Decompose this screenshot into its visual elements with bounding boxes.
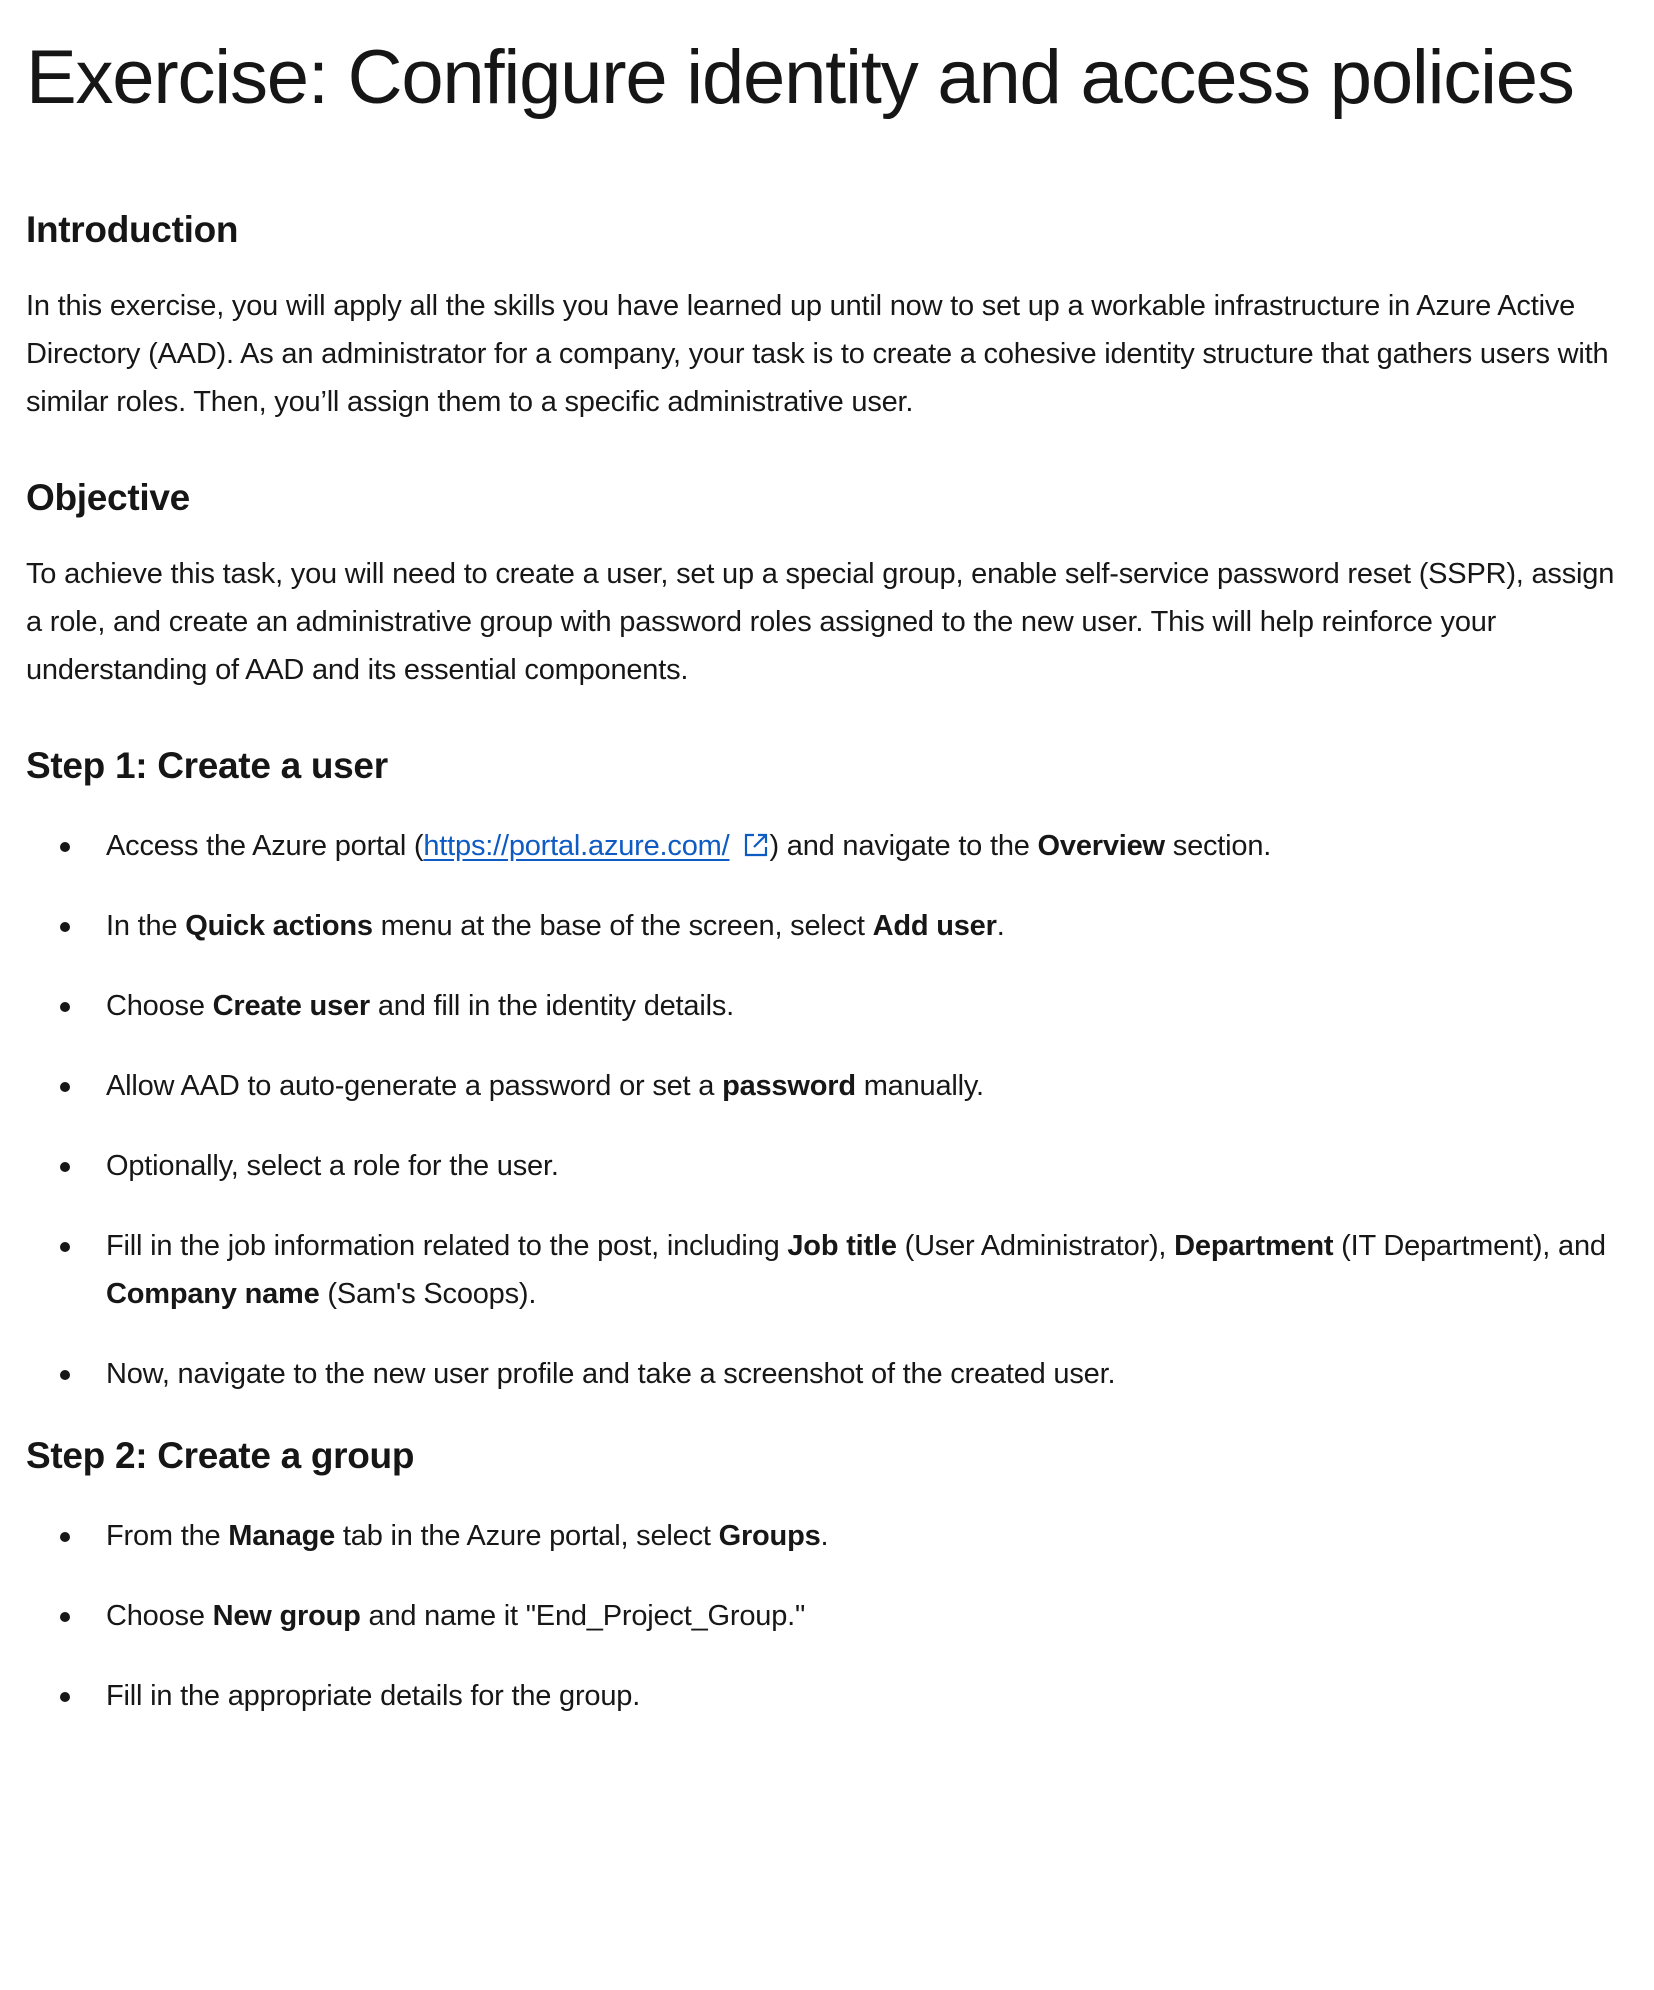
- bullet-icon: [60, 1692, 70, 1702]
- step1-heading: Step 1: Create a user: [26, 745, 388, 786]
- objective-text: To achieve this task, you will need to create a user, set up a special group, enable self-service password reset (SSPR), assign a role, and create an administrative group with password roles assigned to the new user. This will help reinforce your understanding of AAD and its essential components.: [26, 558, 1615, 686]
- objective-heading: Objective: [26, 477, 190, 518]
- external-link-icon[interactable]: [743, 832, 769, 858]
- step1-list: [26, 822, 1628, 1398]
- bullet-icon: [60, 1532, 70, 1542]
- list-item: From the Manage tab in the Azure portal, select Groups.: [26, 1512, 1628, 1560]
- list-item: Fill in the appropriate details for the group.: [26, 1672, 1628, 1720]
- azure-portal-link[interactable]: https://portal.azure.com/: [423, 830, 730, 862]
- list-item: Allow AAD to auto-generate a password or set a password manually.: [26, 1062, 1628, 1110]
- list-item: Choose New group and name it "End_Project_Group.": [26, 1592, 1628, 1640]
- document-page: [0, 26, 1654, 1720]
- bullet-icon: [60, 1612, 70, 1622]
- bullet-icon: [60, 922, 70, 932]
- step2-heading: Step 2: Create a group: [26, 1435, 415, 1476]
- step2-list: [26, 1512, 1628, 1720]
- bullet-icon: [60, 1082, 70, 1092]
- introduction-text: In this exercise, you will apply all the skills you have learned up until now to set up a workable infrastructure in Azure Active Directory (AAD). As an administrator for a company, your task is to create a cohesive identity structure that gathers users with similar roles. Then, you’ll assign them to a specific administrative user.: [26, 290, 1609, 418]
- bullet-icon: [60, 1162, 70, 1172]
- list-item: Optionally, select a role for the user.: [26, 1142, 1628, 1190]
- list-item: Now, navigate to the new user profile and take a screenshot of the created user.: [26, 1350, 1628, 1398]
- bullet-icon: [60, 842, 70, 852]
- page-title: Exercise: Configure identity and access policies: [26, 35, 1574, 120]
- list-item: Access the Azure portal (https://portal.azure.com/ ) and navigate to the Overview section.: [26, 822, 1628, 870]
- bullet-icon: [60, 1242, 70, 1252]
- list-item: In the Quick actions menu at the base of the screen, select Add user.: [26, 902, 1628, 950]
- introduction-heading: Introduction: [26, 209, 239, 250]
- bullet-icon: [60, 1002, 70, 1012]
- list-item: Choose Create user and fill in the identity details.: [26, 982, 1628, 1030]
- list-item: Fill in the job information related to the post, including Job title (User Administrator), Department (IT Department), and Company name (Sam's Scoops).: [26, 1222, 1628, 1318]
- bullet-icon: [60, 1370, 70, 1380]
